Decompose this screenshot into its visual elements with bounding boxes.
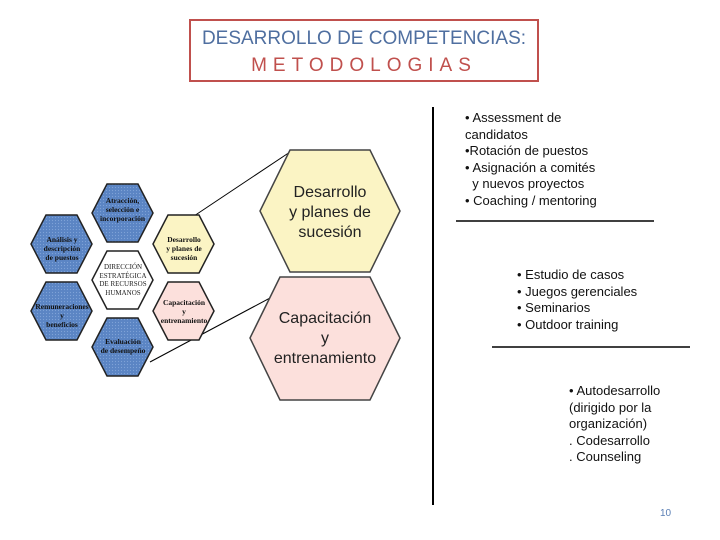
title-line-1: DESARROLLO DE COMPETENCIAS: <box>201 28 527 49</box>
hex-label-evaluacion: Evaluación de desempeño <box>100 337 146 355</box>
hex-label-desarrollo: Desarrollo y planes de sucesión <box>166 235 202 262</box>
page-number: 10 <box>660 508 672 519</box>
hex-label-center: DIRECCIÓN ESTRATÉGICA DE RECURSOS HUMANOS <box>99 263 147 297</box>
hex-label-atraccion: Atracción, selección e incorporación <box>100 196 145 223</box>
hex-label-analisis: Análisis y descripción de puestos <box>43 235 81 262</box>
hex-label-remuneraciones: Remuneraciones y beneficios <box>35 302 89 329</box>
list-desarrollo-methods: • Assessment de candidatos •Rotación de puestos • Asignación a comités y nuevos proyectos • Coaching / mentoring <box>465 110 597 208</box>
title-box <box>189 19 539 82</box>
big-label-capacitacion: Capacitación y entrenamiento <box>273 310 377 367</box>
big-label-desarrollo: Desarrollo y planes de sucesión <box>289 184 371 241</box>
list-capacitacion-methods: • Estudio de casos • Juegos gerenciales • Seminarios • Outdoor training <box>517 267 638 332</box>
list-autodesarrollo-methods: • Autodesarrollo (dirigido por la organización) . Codesarrollo . Counseling <box>569 383 661 464</box>
title-line-2: METODOLOGIAS <box>251 55 477 76</box>
hex-label-capacitacion: Capacitación y entrenamiento <box>160 298 208 325</box>
